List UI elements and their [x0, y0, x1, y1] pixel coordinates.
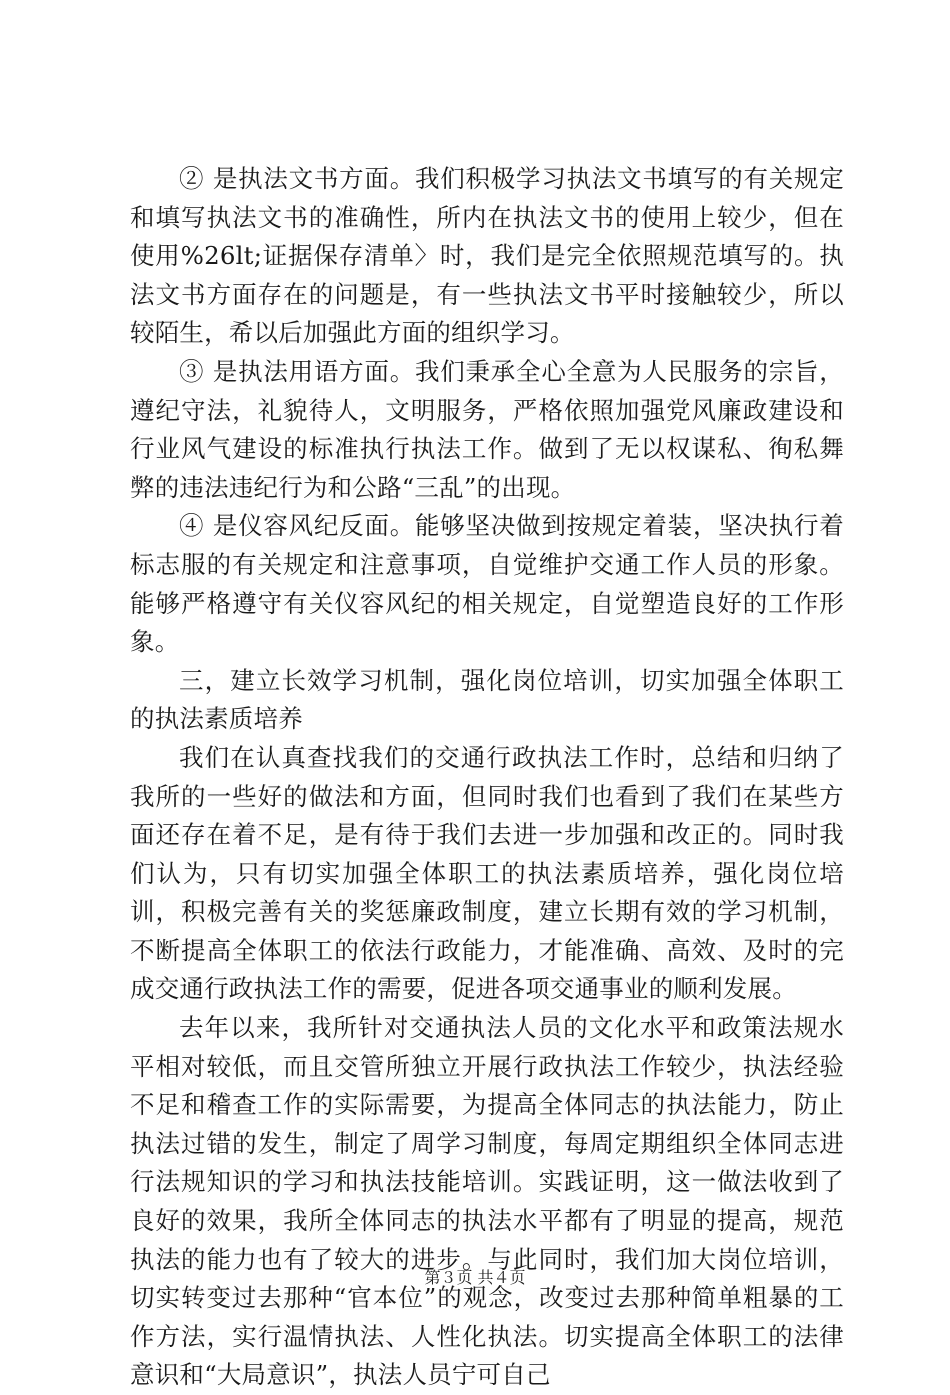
paragraph-summary: 我们在认真查找我们的交通行政执法工作时，总结和归纳了我所的一些好的做法和方面，但同时我们也看到了我们在某些方面还存在着不足，是有待于我们去进一步加强和改正的。同时我们认为，只有切实加强全体职工的执法素质培养，强化岗位培训，积极完善有关的奖惩廉政制度，建立长期有效的学习机制，不断提高全体职工的依法行政能力，才能准确、高效、及时的完成交通行政执法工作的需要，促进各项交通事业的顺利发展。 [130, 742, 844, 1004]
paragraph-law-documents: ② 是执法文书方面。我们积极学习执法文书填写的有关规定和填写执法文书的准确性，所内在执法文书的使用上较少，但在使用%26lt;证据保存清单〉时，我们是完全依照规范填写的。执法文书方面存在的问题是，有一些执法文书平时接触较少，所以较陌生，希以后加强此方面的组织学习。 [130, 164, 844, 348]
paragraph-appearance-discipline: ④ 是仪容风纪反面。能够坚决做到按规定着装，坚决执行着标志服的有关规定和注意事项，自觉维护交通工作人员的形象。能够严格遵守有关仪容风纪的相关规定，自觉塑造良好的工作形象。 [130, 511, 844, 657]
document-body [130, 160, 844, 1395]
section-heading-three: 三，建立长效学习机制，强化岗位培训，切实加强全体职工的执法素质培养 [130, 665, 844, 734]
paragraph-law-language: ③ 是执法用语方面。我们秉承全心全意为人民服务的宗旨，遵纪守法，礼貌待人，文明服务，严格依照加强党风廉政建设和行业风气建设的标准执行执法工作。做到了无以权谋私、徇私舞弊的违法违纪行为和公路“三乱”的出现。 [130, 356, 844, 502]
paragraph-training: 去年以来，我所针对交通执法人员的文化水平和政策法规水平相对较低，而且交管所独立开展行政执法工作较少，执法经验不足和稽查工作的实际需要，为提高全体同志的执法能力，防止执法过错的发生，制定了周学习制度，每周定期组织全体同志进行法规知识的学习和执法技能培训。实践证明，这一做法收到了良好的效果，我所全体同志的执法水平都有了明显的提高，规范执法的能力也有了较大的进步。与此同时，我们加大岗位培训，切实转变过去那种“官本位”的观念，改变过去那种简单粗暴的工作方法，实行温情执法、人性化执法。切实提高全体职工的法律意识和“大局意识”，执法人员宁可自己 [130, 1013, 844, 1390]
page-number-footer: 第３页 共４页 [424, 1268, 526, 1287]
